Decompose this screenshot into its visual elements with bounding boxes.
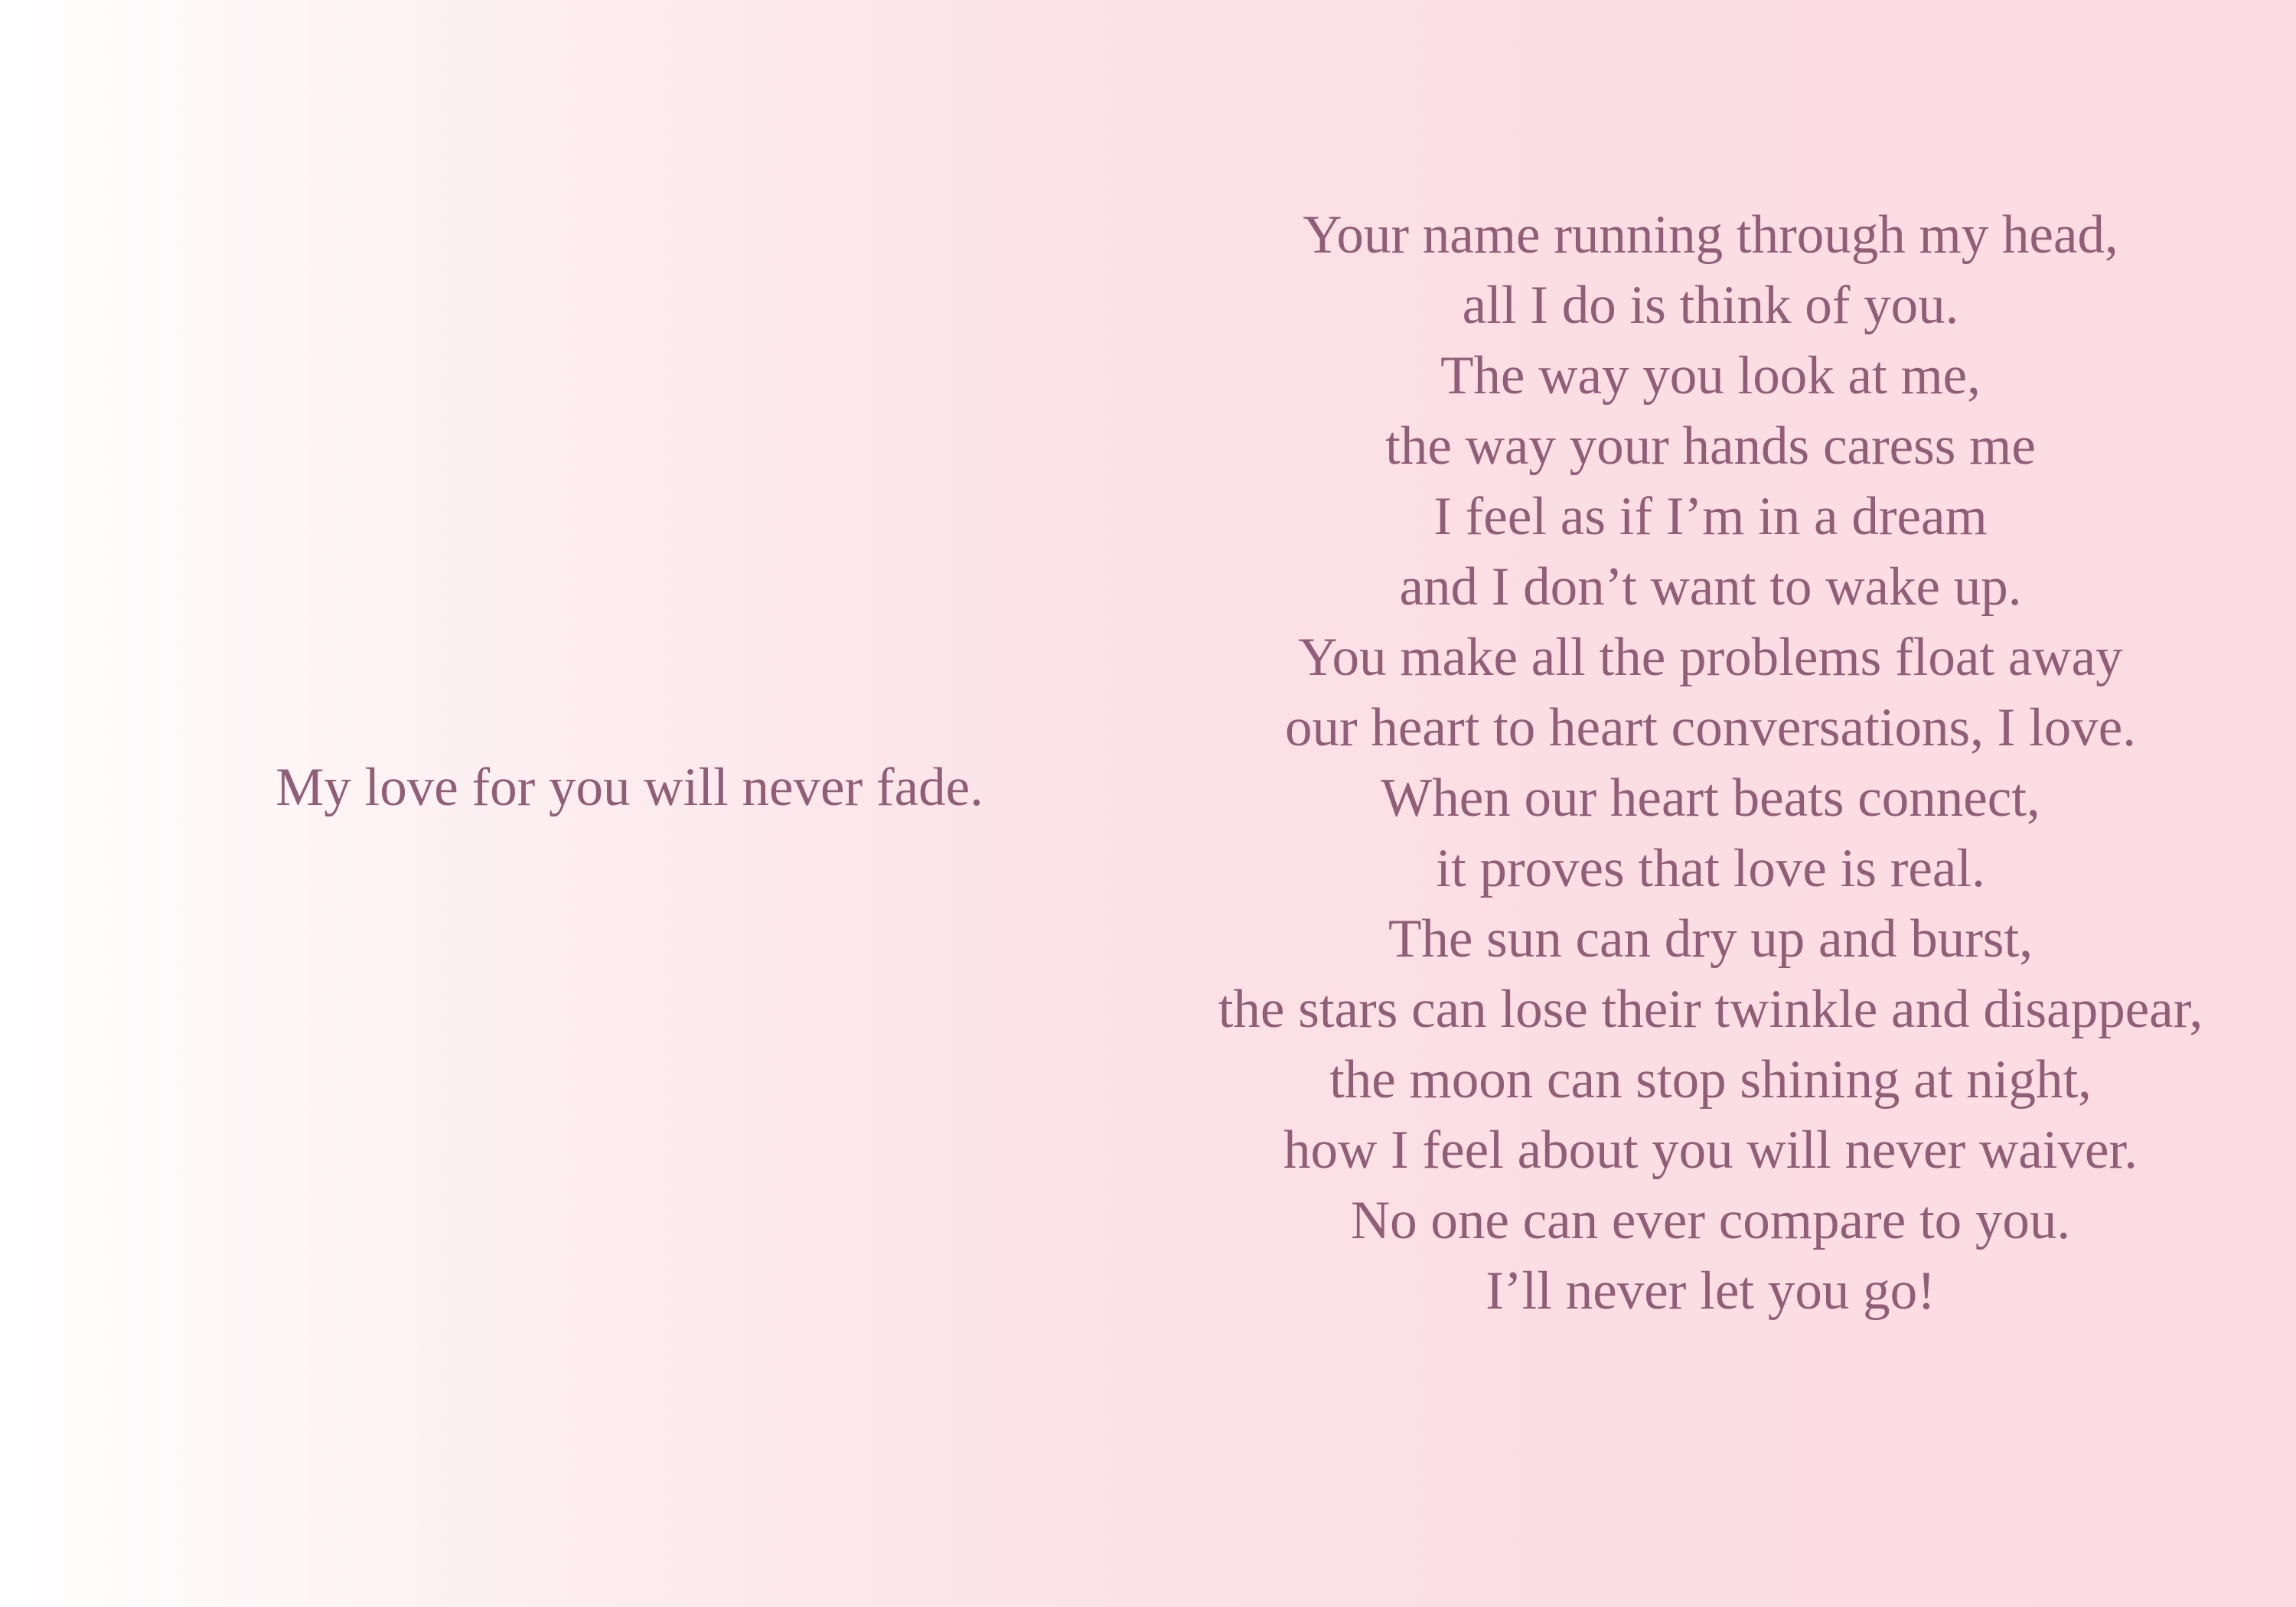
poem xyxy=(1137,200,2285,1326)
poem-line: When our heart beats connect, xyxy=(1381,768,2040,828)
left-message-text: My love for you will never fade. xyxy=(276,758,983,817)
poem-line: I feel as if I’m in a dream xyxy=(1433,487,1988,546)
poem-line: The sun can dry up and burst, xyxy=(1388,909,2033,969)
poem-line: the way your hands caress me xyxy=(1385,416,2036,476)
poem-line: and I don’t want to wake up. xyxy=(1399,557,2022,617)
poem-line: our heart to heart conversations, I love. xyxy=(1285,698,2136,758)
left-message xyxy=(0,752,1259,823)
poem-line: I’ll never let you go! xyxy=(1486,1261,1936,1321)
poem-line: You make all the problems float away xyxy=(1298,627,2123,687)
poem-line: all I do is think of you. xyxy=(1462,275,1959,335)
poem-line: the stars can lose their twinkle and disappear, xyxy=(1218,980,2203,1039)
poem-line: No one can ever compare to you. xyxy=(1350,1191,2071,1250)
poem-line: how I feel about you will never waiver. xyxy=(1283,1120,2138,1180)
poem-line: it proves that love is real. xyxy=(1436,839,1985,898)
poem-line: The way you look at me, xyxy=(1440,346,1981,406)
poem-line: the moon can stop shining at night, xyxy=(1329,1050,2092,1110)
poem-line: Your name running through my head, xyxy=(1303,205,2118,265)
